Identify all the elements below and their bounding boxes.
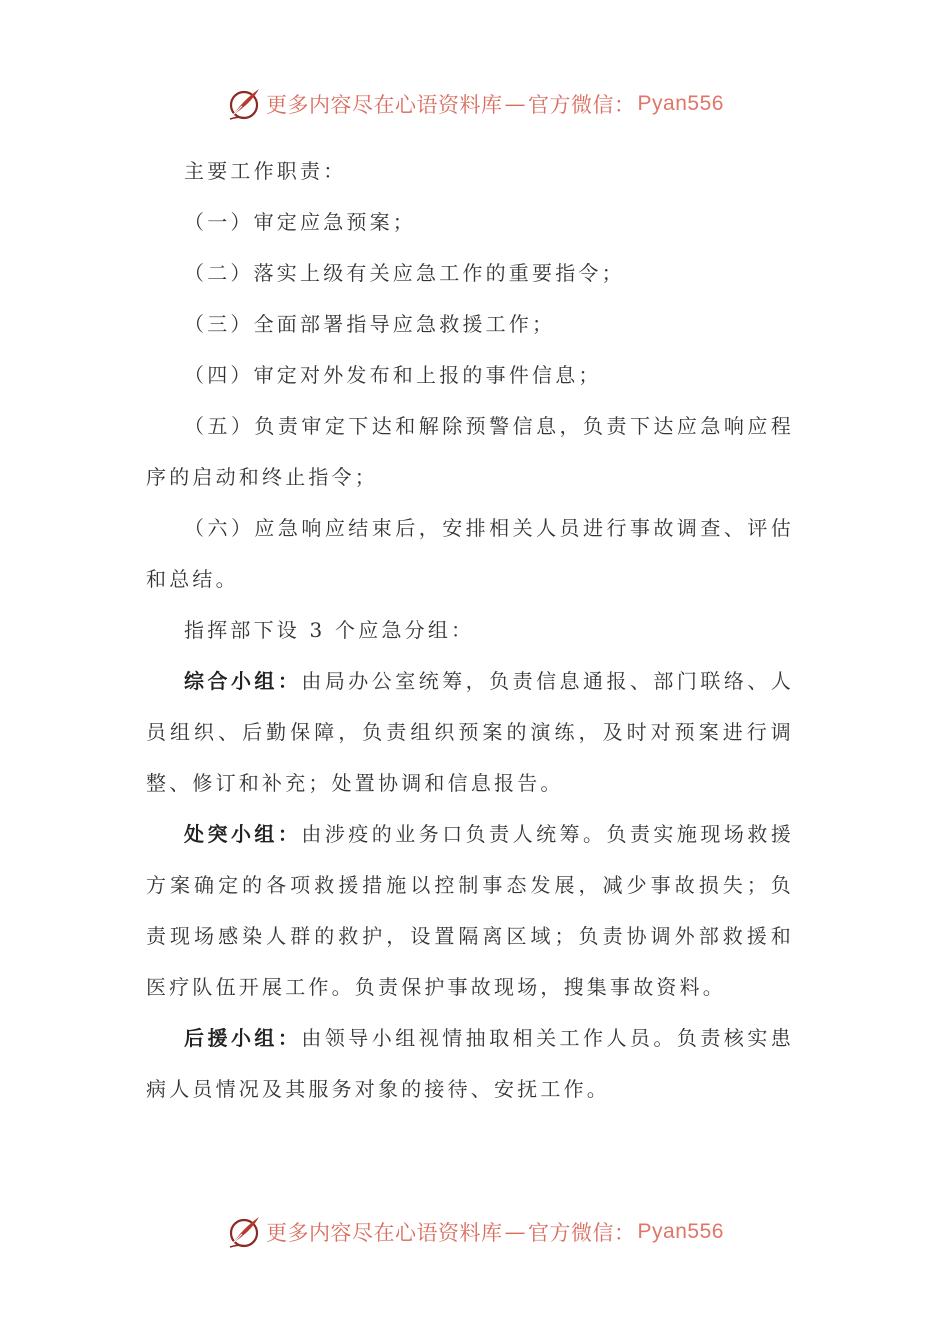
group-3-title: 后援小组： [184, 1026, 302, 1050]
quill-pen-logo-icon [226, 1214, 262, 1250]
duty-item-3: （三）全面部署指导应急救援工作； [184, 312, 556, 336]
duty-item-4: （四）审定对外发布和上报的事件信息； [184, 363, 602, 387]
banner-dash: — [504, 1220, 527, 1244]
duties-heading: 主要工作职责： [184, 159, 347, 183]
group-3-text: 由领导小组视情抽取相关工作人员。负责核实患病人员情况及其服务对象的接待、安抚工作。 [146, 1026, 794, 1101]
banner-brand: 更多内容尽在心语资料库 [266, 93, 503, 117]
banner-official-label: 官方微信： [528, 93, 636, 117]
banner-brand: 更多内容尽在心语资料库 [266, 1221, 503, 1245]
group-1-text: 由局办公室统筹，负责信息通报、部门联络、人员组织、后勤保障，负责组织预案的演练，及时对预案进行调整、修订和补充；处置协调和信息报告。 [146, 669, 794, 795]
banner-official-label: 官方微信： [528, 1221, 636, 1245]
banner-dash: — [504, 92, 527, 116]
footer-banner [0, 1212, 950, 1252]
duty-item-1: （一）审定应急预案； [184, 210, 416, 234]
group-2-text: 由涉疫的业务口负责人统筹。负责实施现场救援方案确定的各项救援措施以控制事态发展，减少事故损失；负责现场感染人群的救护，设置隔离区域；负责协调外部救援和医疗队伍开展工作。负责保护事故现场，搜集事故资料。 [146, 822, 794, 999]
group-paragraph-2 [146, 809, 794, 1013]
quill-pen-logo-icon [226, 86, 262, 122]
header-banner [0, 84, 950, 124]
banner-wechat-id: Pyan556 [637, 1220, 724, 1243]
document-body [146, 146, 794, 1115]
group-2-title: 处突小组： [184, 822, 302, 846]
banner-text [266, 89, 724, 119]
banner-text [266, 1217, 724, 1247]
duty-item-6: （六）应急响应结束后，安排相关人员进行事故调查、评估和总结。 [146, 516, 794, 591]
group-1-title: 综合小组： [184, 669, 302, 693]
duty-item-5: （五）负责审定下达和解除预警信息，负责下达应急响应程序的启动和终止指令； [146, 414, 794, 489]
group-paragraph-3 [146, 1013, 794, 1115]
banner-wechat-id: Pyan556 [637, 92, 724, 115]
groups-intro: 指挥部下设 3 个应急分组： [184, 618, 475, 642]
duty-item-2: （二）落实上级有关应急工作的重要指令； [184, 261, 625, 285]
group-paragraph-1 [146, 656, 794, 809]
